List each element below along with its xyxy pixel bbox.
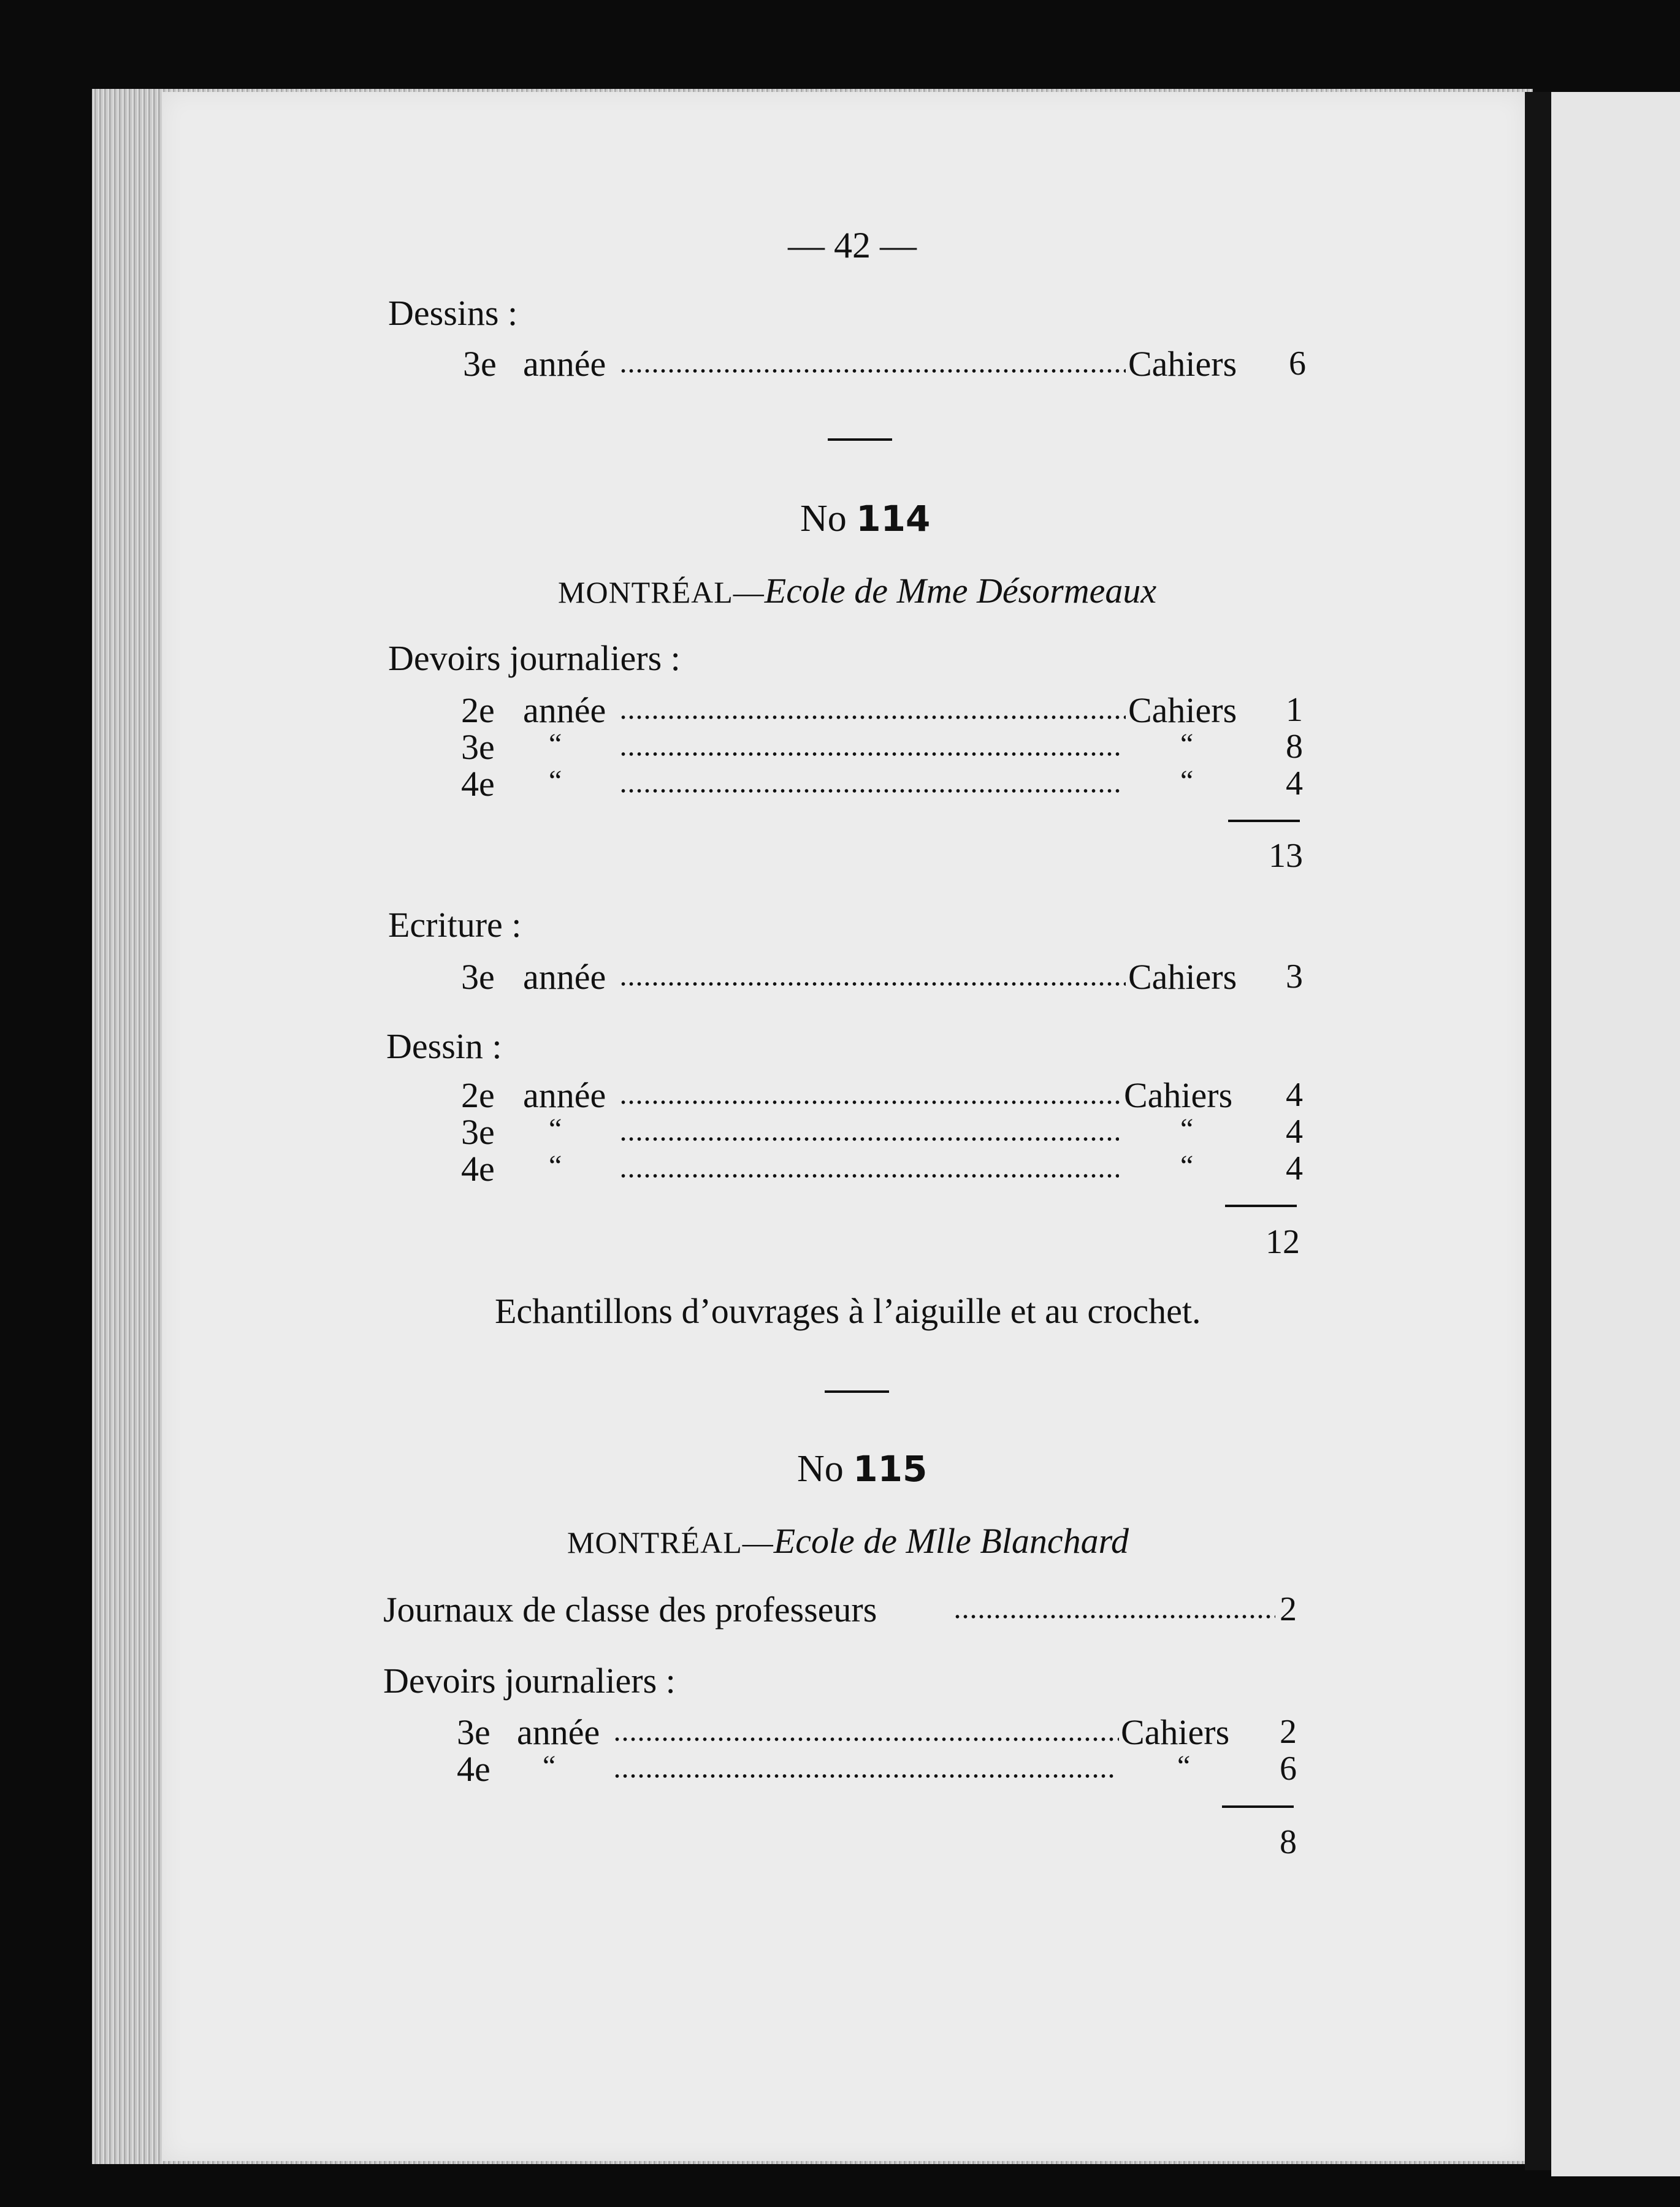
section-heading-dessins: Dessins : xyxy=(388,293,518,333)
row-count: 8 xyxy=(1286,728,1303,766)
entry-115-school-line xyxy=(567,1523,1129,1559)
row-grade: 4e xyxy=(461,764,495,804)
ditto-mark: “ xyxy=(549,728,562,760)
separator-rule xyxy=(828,438,892,441)
row-count: 4 xyxy=(1286,1076,1303,1114)
page-number: — 42 — xyxy=(788,225,917,265)
row-grade: 3e xyxy=(463,344,497,384)
row-unit: Cahiers xyxy=(1128,344,1237,384)
entry-no-label: No xyxy=(800,498,847,539)
leader-dots xyxy=(619,369,1126,373)
total-rule xyxy=(1225,1205,1297,1207)
leader-dots xyxy=(613,1774,1115,1778)
row-count: 6 xyxy=(1289,345,1306,383)
leader-dots xyxy=(619,1137,1119,1141)
row-count: 1 xyxy=(1286,691,1303,729)
leader-dots xyxy=(613,1737,1119,1741)
facing-page-edge xyxy=(1551,92,1680,2176)
section-heading-ecriture: Ecriture : xyxy=(388,905,522,945)
leader-dots xyxy=(953,1615,1275,1618)
row-count: 2 xyxy=(1280,1713,1297,1751)
separator-rule xyxy=(825,1390,889,1393)
samples-note: Echantillons d’ouvrages à l’aiguille et au crochet. xyxy=(495,1291,1201,1331)
entry-no-label: No xyxy=(797,1448,844,1490)
entry-114-school-line xyxy=(558,573,1156,609)
place-name: MONTRÉAL— xyxy=(567,1525,774,1560)
row-count: 4 xyxy=(1286,1149,1303,1187)
section-total: 8 xyxy=(1280,1823,1297,1861)
section-total: 12 xyxy=(1266,1223,1300,1261)
leader-dots xyxy=(619,752,1122,756)
row-grade: 4e xyxy=(457,1749,491,1789)
ditto-mark: “ xyxy=(543,1750,556,1782)
ditto-mark: “ xyxy=(549,1113,562,1145)
ditto-mark: “ xyxy=(1180,764,1194,797)
book-gutter xyxy=(1525,92,1551,2170)
entry-114-title xyxy=(800,500,930,538)
row-grade: 3e xyxy=(461,957,495,997)
row-unit: Cahiers xyxy=(1124,1075,1233,1115)
row-grade: 2e xyxy=(461,690,495,730)
leader-dots xyxy=(619,982,1126,986)
journaux-label: Journaux de classe des professeurs xyxy=(383,1590,877,1630)
row-word: année xyxy=(523,690,606,730)
row-word: année xyxy=(523,344,606,384)
total-rule xyxy=(1228,820,1300,822)
section-total: 13 xyxy=(1269,837,1303,875)
row-count: 4 xyxy=(1286,764,1303,802)
row-grade: 4e xyxy=(461,1149,495,1189)
school-name: Ecole de Mlle Blanchard xyxy=(773,1521,1129,1561)
ditto-mark: “ xyxy=(549,764,562,797)
row-count: 6 xyxy=(1280,1750,1297,1788)
ditto-mark: “ xyxy=(1180,1113,1194,1145)
row-unit: Cahiers xyxy=(1121,1712,1230,1752)
ditto-mark: “ xyxy=(1180,1149,1194,1182)
place-name: MONTRÉAL— xyxy=(558,575,765,609)
ditto-mark: “ xyxy=(549,1149,562,1182)
entry-no-value: 114 xyxy=(856,498,931,539)
row-word: année xyxy=(523,957,606,997)
row-grade: 2e xyxy=(461,1075,495,1115)
entry-no-value: 115 xyxy=(853,1448,928,1490)
school-name: Ecole de Mme Désormeaux xyxy=(764,571,1157,611)
row-grade: 3e xyxy=(461,1112,495,1152)
section-heading-devoirs: Devoirs journaliers : xyxy=(383,1661,676,1701)
row-unit: Cahiers xyxy=(1128,957,1237,997)
leader-dots xyxy=(619,1174,1119,1178)
ditto-mark: “ xyxy=(1180,728,1194,760)
row-count: 3 xyxy=(1286,958,1303,996)
journaux-count: 2 xyxy=(1280,1590,1297,1628)
row-grade: 3e xyxy=(461,727,495,767)
section-heading-devoirs: Devoirs journaliers : xyxy=(388,638,681,678)
row-count: 4 xyxy=(1286,1113,1303,1151)
row-word: année xyxy=(517,1712,600,1752)
leader-dots xyxy=(619,1100,1122,1104)
row-unit: Cahiers xyxy=(1128,690,1237,730)
entry-115-title xyxy=(797,1450,927,1488)
ditto-mark: “ xyxy=(1177,1750,1191,1782)
section-heading-dessin: Dessin : xyxy=(386,1026,502,1066)
total-rule xyxy=(1222,1805,1294,1808)
book-page xyxy=(162,92,1525,2161)
row-grade: 3e xyxy=(457,1712,491,1752)
row-word: année xyxy=(523,1075,606,1115)
leader-dots xyxy=(619,789,1122,793)
leader-dots xyxy=(619,715,1126,719)
